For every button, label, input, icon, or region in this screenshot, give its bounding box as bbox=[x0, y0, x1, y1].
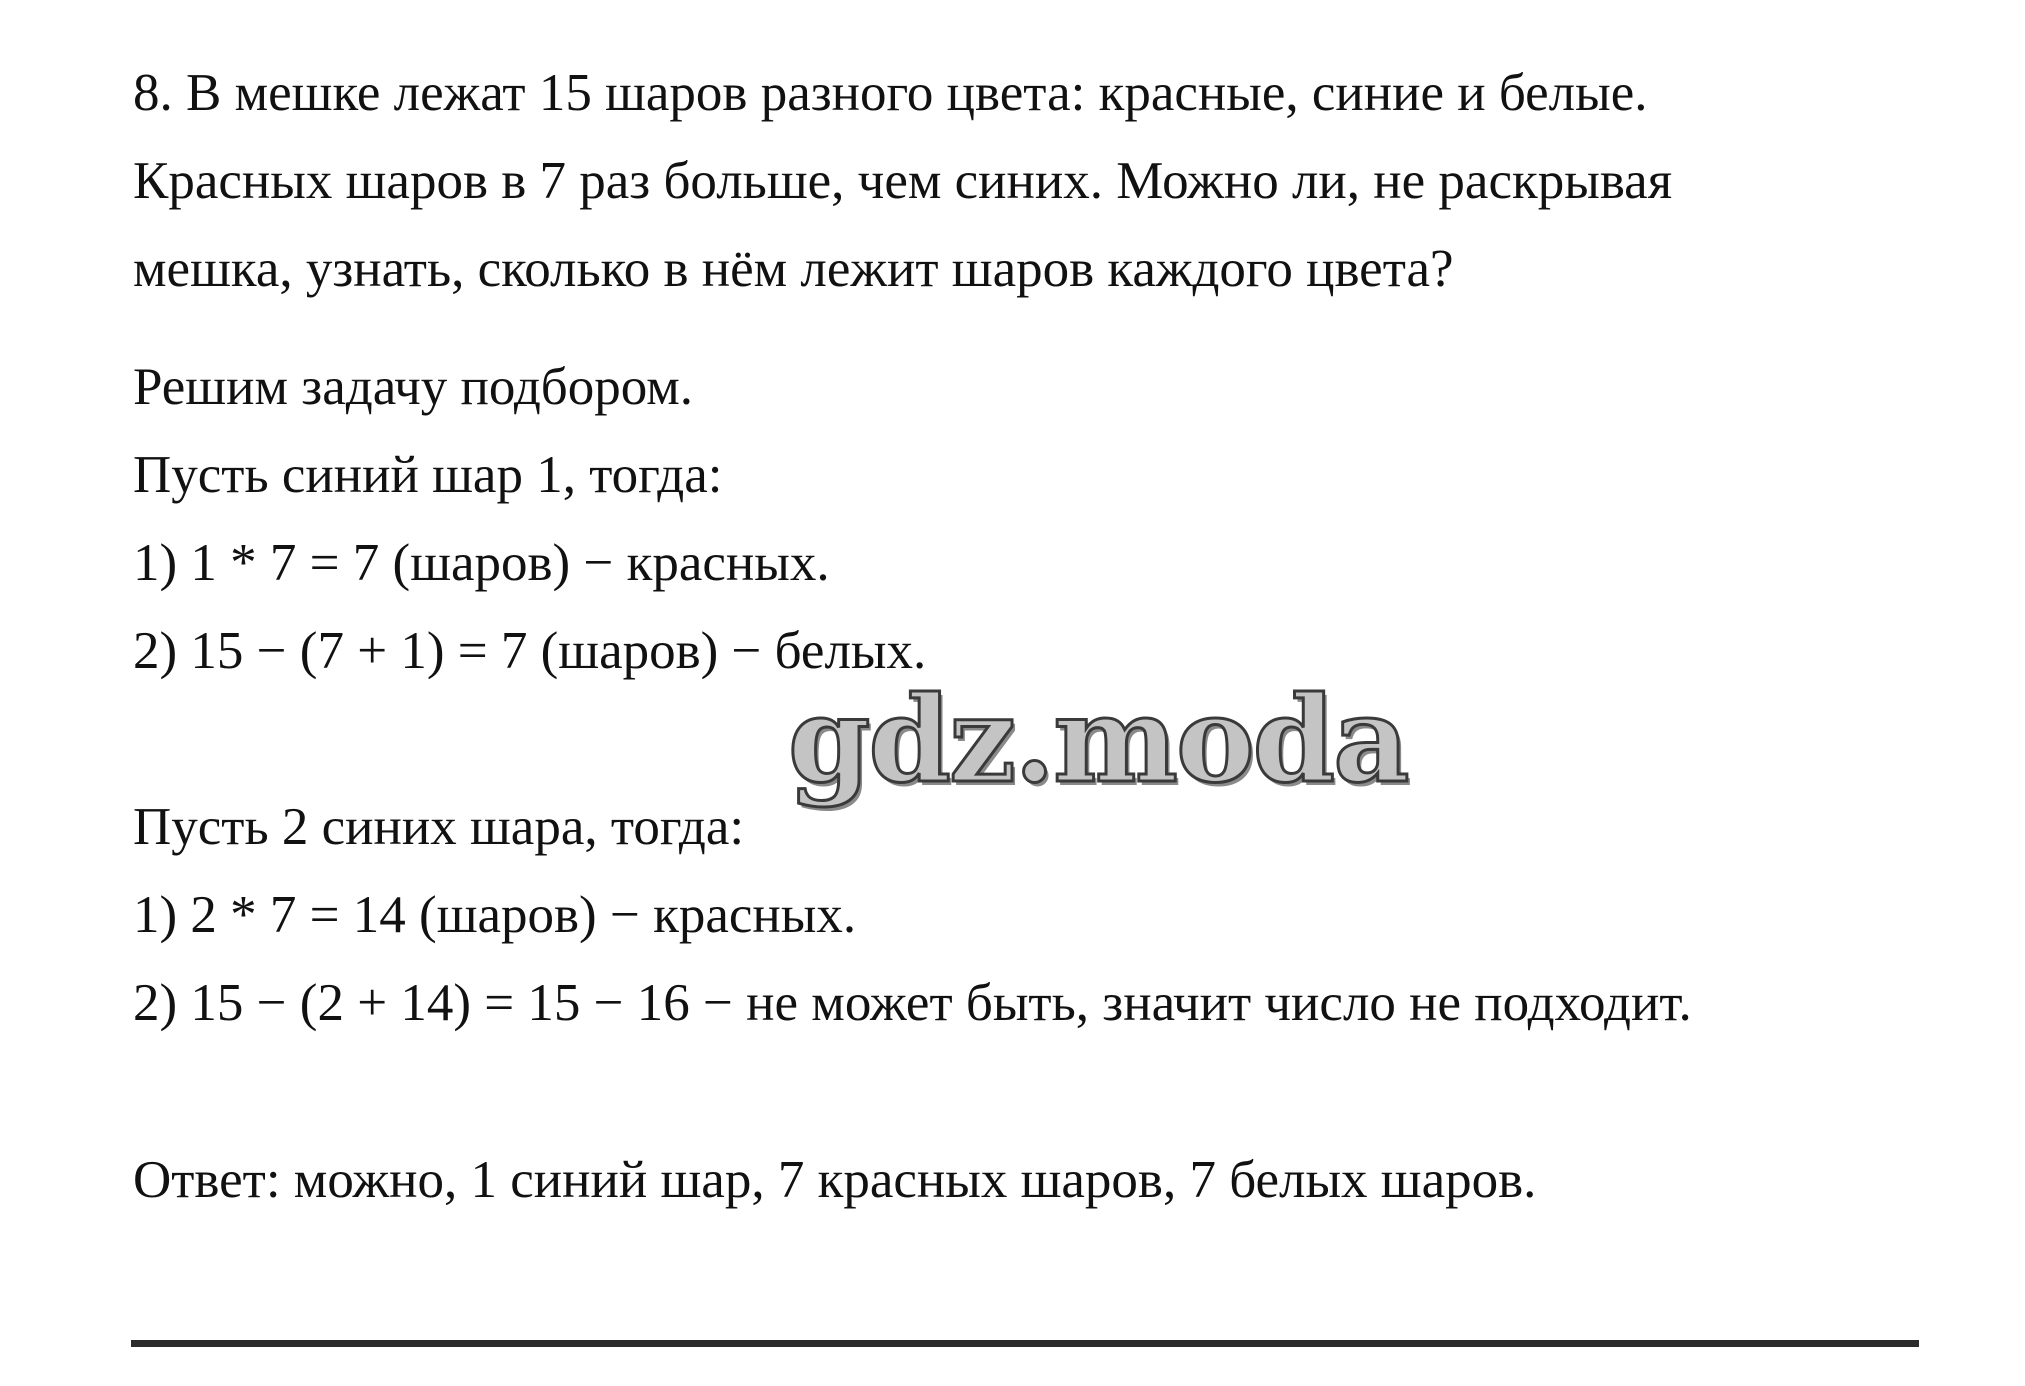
case2-step2: 2) 15 − (2 + 14) = 15 − 16 − не может быть, значит число не подходит. bbox=[133, 974, 1692, 1032]
answer-line: Ответ: можно, 1 синий шар, 7 красных шаров, 7 белых шаров. bbox=[133, 1151, 1537, 1209]
case1-step1: 1) 1 * 7 = 7 (шаров) − красных. bbox=[133, 534, 830, 592]
bottom-divider bbox=[131, 1340, 1919, 1347]
case2-step1: 1) 2 * 7 = 14 (шаров) − красных. bbox=[133, 886, 857, 944]
case1-step2: 2) 15 − (7 + 1) = 7 (шаров) − белых. bbox=[133, 622, 927, 680]
problem-text-line-2: Красных шаров в 7 раз больше, чем синих. Можно ли, не раскрывая bbox=[133, 152, 1673, 210]
watermark-logo: gdz.moda bbox=[788, 670, 1408, 809]
problem-text-line-3: мешка, узнать, сколько в нём лежит шаров каждого цвета? bbox=[133, 240, 1454, 298]
solution-intro: Решим задачу подбором. bbox=[133, 358, 694, 416]
case2-assumption: Пусть 2 синих шара, тогда: bbox=[133, 798, 745, 856]
case1-assumption: Пусть синий шар 1, тогда: bbox=[133, 446, 723, 504]
problem-text-line-1: 8. В мешке лежат 15 шаров разного цвета: красные, синие и белые. bbox=[133, 64, 1648, 122]
